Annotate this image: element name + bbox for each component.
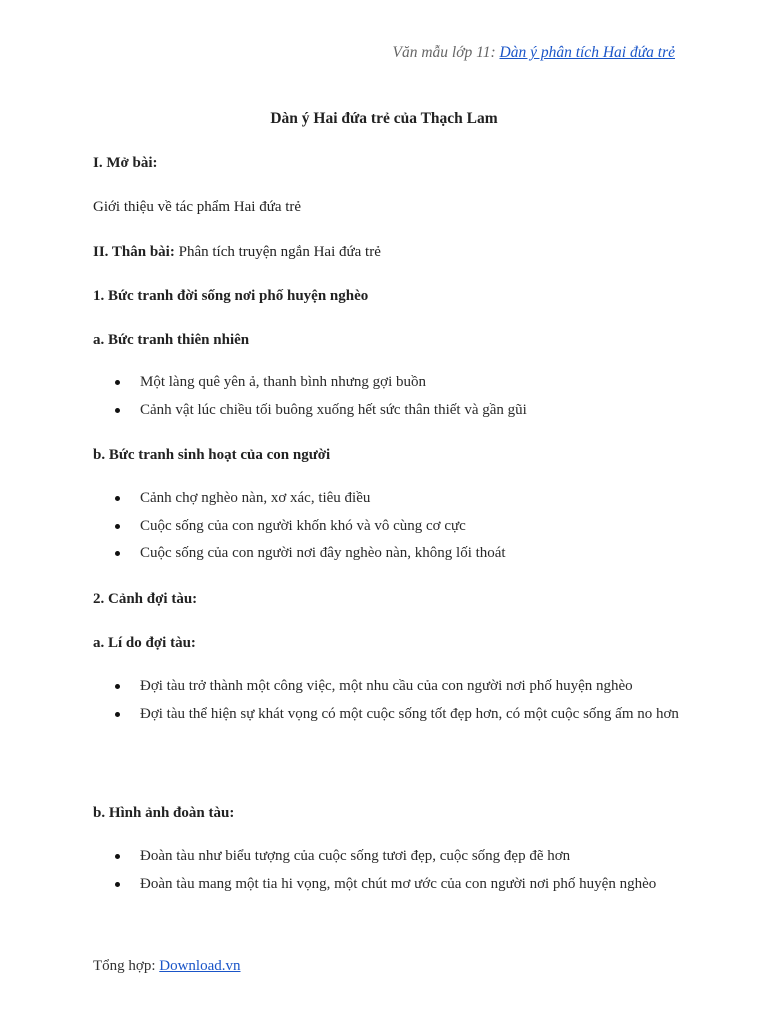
part2a-list <box>93 673 693 728</box>
than-bai-line <box>93 242 693 262</box>
header-link[interactable]: Dàn ý phân tích Hai đứa trẻ <box>499 44 675 61</box>
list-item: Cuộc sống của con người khốn khó và vô cùng cơ cực <box>93 513 693 541</box>
part2a-heading: a. Lí do đợi tàu: <box>93 635 196 651</box>
part2b-list <box>93 843 693 898</box>
document-title: Dàn ý Hai đứa trẻ của Thạch Lam <box>270 110 498 127</box>
part1a-list <box>93 369 693 424</box>
footer-link[interactable]: Download.vn <box>159 958 241 974</box>
page-footer <box>93 958 241 975</box>
list-item: Cảnh chợ nghèo nàn, xơ xác, tiêu điều <box>93 485 693 513</box>
than-bai-heading: II. Thân bài: <box>93 244 175 260</box>
part1b-heading: b. Bức tranh sinh hoạt của con người <box>93 447 331 463</box>
part1-heading: 1. Bức tranh đời sống nơi phố huyện nghèo <box>93 288 369 304</box>
header-prefix: Văn mẫu lớp 11: <box>392 44 496 61</box>
part1a-heading: a. Bức tranh thiên nhiên <box>93 332 250 348</box>
than-bai-text: Phân tích truyện ngắn Hai đứa trẻ <box>178 244 381 260</box>
list-item: Cảnh vật lúc chiều tối buông xuống hết sức thân thiết và gần gũi <box>93 397 693 425</box>
footer-prefix: Tổng hợp: <box>93 958 156 974</box>
page-header <box>392 44 675 62</box>
part2b-heading: b. Hình ảnh đoàn tàu: <box>93 805 235 821</box>
part2-heading: 2. Cảnh đợi tàu: <box>93 591 198 607</box>
list-item: Một làng quê yên ả, thanh bình nhưng gợi buồn <box>93 369 693 397</box>
part1b-list <box>93 485 693 568</box>
list-item: Cuộc sống của con người nơi đây nghèo nàn, không lối thoát <box>93 540 693 568</box>
list-item: Đợi tàu trở thành một công việc, một nhu cầu của con người nơi phố huyện nghèo <box>93 673 693 701</box>
mo-bai-text: Giới thiệu về tác phẩm Hai đứa trẻ <box>93 199 302 215</box>
list-item: Đoàn tàu mang một tia hi vọng, một chút mơ ước của con người nơi phố huyện nghèo <box>93 871 693 899</box>
mo-bai-heading: I. Mở bài: <box>93 155 158 171</box>
list-item: Đoàn tàu như biểu tượng của cuộc sống tươi đẹp, cuộc sống đẹp đẽ hơn <box>93 843 693 871</box>
list-item: Đợi tàu thể hiện sự khát vọng có một cuộc sống tốt đẹp hơn, có một cuộc sống ấm no hơn <box>93 701 693 729</box>
